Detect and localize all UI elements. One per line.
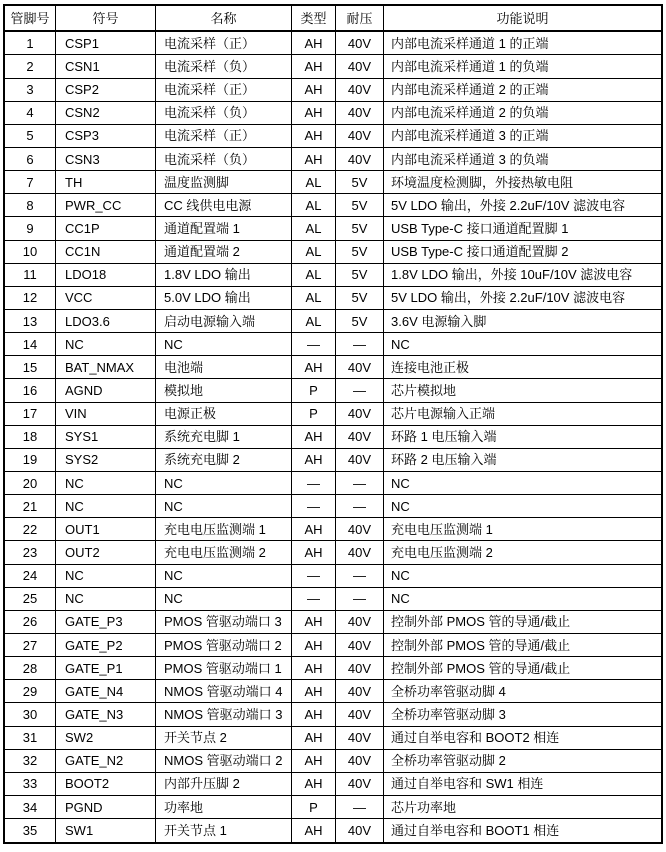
cell-name: 内部升压脚 2 bbox=[156, 772, 292, 795]
cell-function: 通过自举电容和 BOOT2 相连 bbox=[384, 726, 663, 749]
cell-function: 芯片模拟地 bbox=[384, 379, 663, 402]
cell-symbol: NC bbox=[56, 587, 156, 610]
cell-symbol: NC bbox=[56, 495, 156, 518]
header-voltage: 耐压 bbox=[336, 5, 384, 31]
table-row bbox=[4, 356, 662, 379]
cell-pin-number: 14 bbox=[4, 333, 56, 356]
cell-name: PMOS 管驱动端口 3 bbox=[156, 610, 292, 633]
cell-pin-number: 29 bbox=[4, 680, 56, 703]
cell-name: NC bbox=[156, 472, 292, 495]
table-row bbox=[4, 124, 662, 147]
cell-function: 环境温度检测脚，外接热敏电阻 bbox=[384, 171, 663, 194]
table-row bbox=[4, 819, 662, 843]
cell-function: 5V LDO 输出，外接 2.2uF/10V 滤波电容 bbox=[384, 286, 663, 309]
cell-name: 电流采样（负） bbox=[156, 55, 292, 78]
cell-function: 连接电池正极 bbox=[384, 356, 663, 379]
table-row bbox=[4, 703, 662, 726]
cell-name: 5.0V LDO 输出 bbox=[156, 286, 292, 309]
cell-symbol: GATE_P1 bbox=[56, 657, 156, 680]
cell-voltage: 40V bbox=[336, 356, 384, 379]
cell-pin-number: 26 bbox=[4, 610, 56, 633]
cell-type: AH bbox=[292, 772, 336, 795]
cell-symbol: CC1P bbox=[56, 217, 156, 240]
cell-voltage: — bbox=[336, 333, 384, 356]
table-row bbox=[4, 171, 662, 194]
cell-pin-number: 30 bbox=[4, 703, 56, 726]
cell-symbol: VCC bbox=[56, 286, 156, 309]
cell-function: 内部电流采样通道 2 的负端 bbox=[384, 101, 663, 124]
cell-pin-number: 27 bbox=[4, 633, 56, 656]
cell-voltage: — bbox=[336, 472, 384, 495]
cell-type: AH bbox=[292, 55, 336, 78]
cell-pin-number: 9 bbox=[4, 217, 56, 240]
cell-name: 模拟地 bbox=[156, 379, 292, 402]
cell-name: NC bbox=[156, 495, 292, 518]
cell-type: AH bbox=[292, 518, 336, 541]
cell-voltage: 40V bbox=[336, 124, 384, 147]
table-row bbox=[4, 263, 662, 286]
cell-function: 全桥功率管驱动脚 2 bbox=[384, 749, 663, 772]
cell-voltage: 40V bbox=[336, 680, 384, 703]
table-row bbox=[4, 217, 662, 240]
cell-name: 通道配置端 2 bbox=[156, 240, 292, 263]
cell-name: 系统充电脚 1 bbox=[156, 425, 292, 448]
pin-table-head bbox=[4, 5, 662, 31]
table-row bbox=[4, 240, 662, 263]
cell-voltage: 40V bbox=[336, 402, 384, 425]
cell-function: 全桥功率管驱动脚 3 bbox=[384, 703, 663, 726]
cell-function: 3.6V 电源输入脚 bbox=[384, 310, 663, 333]
cell-symbol: CSN3 bbox=[56, 148, 156, 171]
cell-function: 全桥功率管驱动脚 4 bbox=[384, 680, 663, 703]
cell-function: 内部电流采样通道 3 的正端 bbox=[384, 124, 663, 147]
cell-symbol: GATE_P3 bbox=[56, 610, 156, 633]
cell-pin-number: 1 bbox=[4, 31, 56, 55]
cell-function: NC bbox=[384, 564, 663, 587]
table-row bbox=[4, 333, 662, 356]
table-row bbox=[4, 379, 662, 402]
cell-name: 电流采样（正） bbox=[156, 78, 292, 101]
cell-pin-number: 18 bbox=[4, 425, 56, 448]
cell-voltage: — bbox=[336, 495, 384, 518]
cell-type: P bbox=[292, 795, 336, 818]
cell-pin-number: 7 bbox=[4, 171, 56, 194]
cell-pin-number: 3 bbox=[4, 78, 56, 101]
cell-symbol: TH bbox=[56, 171, 156, 194]
table-row bbox=[4, 194, 662, 217]
cell-type: AH bbox=[292, 148, 336, 171]
cell-function: 控制外部 PMOS 管的导通/截止 bbox=[384, 610, 663, 633]
cell-name: 电池端 bbox=[156, 356, 292, 379]
cell-function: 内部电流采样通道 3 的负端 bbox=[384, 148, 663, 171]
cell-pin-number: 34 bbox=[4, 795, 56, 818]
cell-voltage: — bbox=[336, 564, 384, 587]
table-row bbox=[4, 680, 662, 703]
cell-pin-number: 12 bbox=[4, 286, 56, 309]
cell-name: NC bbox=[156, 587, 292, 610]
cell-voltage: 40V bbox=[336, 657, 384, 680]
cell-voltage: 40V bbox=[336, 610, 384, 633]
cell-function: 内部电流采样通道 1 的负端 bbox=[384, 55, 663, 78]
cell-pin-number: 35 bbox=[4, 819, 56, 843]
cell-voltage: 5V bbox=[336, 217, 384, 240]
cell-voltage: 5V bbox=[336, 286, 384, 309]
cell-type: AH bbox=[292, 124, 336, 147]
cell-function: 1.8V LDO 输出，外接 10uF/10V 滤波电容 bbox=[384, 263, 663, 286]
cell-voltage: 40V bbox=[336, 749, 384, 772]
cell-symbol: NC bbox=[56, 333, 156, 356]
cell-name: 电源正极 bbox=[156, 402, 292, 425]
cell-pin-number: 11 bbox=[4, 263, 56, 286]
cell-voltage: 40V bbox=[336, 101, 384, 124]
cell-type: AH bbox=[292, 448, 336, 471]
cell-pin-number: 31 bbox=[4, 726, 56, 749]
cell-type: AH bbox=[292, 610, 336, 633]
cell-voltage: 40V bbox=[336, 448, 384, 471]
cell-function: 5V LDO 输出，外接 2.2uF/10V 滤波电容 bbox=[384, 194, 663, 217]
cell-voltage: 40V bbox=[336, 78, 384, 101]
cell-type: AH bbox=[292, 680, 336, 703]
cell-pin-number: 17 bbox=[4, 402, 56, 425]
header-pin-number: 管脚号 bbox=[4, 5, 56, 31]
cell-type: AH bbox=[292, 541, 336, 564]
cell-name: 通道配置端 1 bbox=[156, 217, 292, 240]
cell-symbol: GATE_P2 bbox=[56, 633, 156, 656]
cell-type: AH bbox=[292, 78, 336, 101]
table-row bbox=[4, 448, 662, 471]
cell-voltage: — bbox=[336, 795, 384, 818]
cell-voltage: 40V bbox=[336, 633, 384, 656]
table-row bbox=[4, 749, 662, 772]
cell-type: — bbox=[292, 564, 336, 587]
pin-description-table bbox=[3, 4, 663, 844]
header-name: 名称 bbox=[156, 5, 292, 31]
pin-table-header-row bbox=[4, 5, 662, 31]
cell-name: 开关节点 1 bbox=[156, 819, 292, 843]
cell-type: P bbox=[292, 379, 336, 402]
cell-pin-number: 23 bbox=[4, 541, 56, 564]
table-row bbox=[4, 495, 662, 518]
pin-table-body bbox=[4, 31, 662, 843]
cell-symbol: CSN2 bbox=[56, 101, 156, 124]
cell-symbol: CSP3 bbox=[56, 124, 156, 147]
header-function: 功能说明 bbox=[384, 5, 663, 31]
cell-symbol: SYS1 bbox=[56, 425, 156, 448]
cell-name: 温度监测脚 bbox=[156, 171, 292, 194]
cell-function: 通过自举电容和 SW1 相连 bbox=[384, 772, 663, 795]
header-type: 类型 bbox=[292, 5, 336, 31]
cell-type: AL bbox=[292, 263, 336, 286]
table-row bbox=[4, 587, 662, 610]
cell-name: NC bbox=[156, 564, 292, 587]
cell-pin-number: 10 bbox=[4, 240, 56, 263]
header-symbol: 符号 bbox=[56, 5, 156, 31]
cell-name: 电流采样（负） bbox=[156, 148, 292, 171]
cell-voltage: 40V bbox=[336, 55, 384, 78]
cell-symbol: SW2 bbox=[56, 726, 156, 749]
cell-pin-number: 33 bbox=[4, 772, 56, 795]
table-row bbox=[4, 541, 662, 564]
cell-type: — bbox=[292, 333, 336, 356]
cell-function: 环路 2 电压输入端 bbox=[384, 448, 663, 471]
cell-name: NMOS 管驱动端口 3 bbox=[156, 703, 292, 726]
table-row bbox=[4, 101, 662, 124]
cell-voltage: 40V bbox=[336, 541, 384, 564]
cell-pin-number: 24 bbox=[4, 564, 56, 587]
table-row bbox=[4, 657, 662, 680]
cell-symbol: PWR_CC bbox=[56, 194, 156, 217]
cell-voltage: 40V bbox=[336, 819, 384, 843]
cell-name: 功率地 bbox=[156, 795, 292, 818]
cell-function: 通过自举电容和 BOOT1 相连 bbox=[384, 819, 663, 843]
cell-symbol: CSN1 bbox=[56, 55, 156, 78]
cell-type: AH bbox=[292, 819, 336, 843]
cell-symbol: CSP1 bbox=[56, 31, 156, 55]
cell-type: AH bbox=[292, 726, 336, 749]
cell-name: NC bbox=[156, 333, 292, 356]
cell-name: PMOS 管驱动端口 2 bbox=[156, 633, 292, 656]
cell-name: 开关节点 2 bbox=[156, 726, 292, 749]
cell-function: NC bbox=[384, 587, 663, 610]
cell-pin-number: 5 bbox=[4, 124, 56, 147]
cell-symbol: SW1 bbox=[56, 819, 156, 843]
cell-type: — bbox=[292, 472, 336, 495]
cell-voltage: — bbox=[336, 587, 384, 610]
cell-symbol: GATE_N2 bbox=[56, 749, 156, 772]
cell-pin-number: 21 bbox=[4, 495, 56, 518]
cell-voltage: 40V bbox=[336, 31, 384, 55]
cell-type: AH bbox=[292, 31, 336, 55]
cell-voltage: 40V bbox=[336, 148, 384, 171]
cell-function: NC bbox=[384, 472, 663, 495]
cell-symbol: CSP2 bbox=[56, 78, 156, 101]
cell-name: NMOS 管驱动端口 2 bbox=[156, 749, 292, 772]
cell-name: 系统充电脚 2 bbox=[156, 448, 292, 471]
cell-name: CC 线供电电源 bbox=[156, 194, 292, 217]
cell-name: PMOS 管驱动端口 1 bbox=[156, 657, 292, 680]
cell-voltage: 40V bbox=[336, 518, 384, 541]
cell-function: 控制外部 PMOS 管的导通/截止 bbox=[384, 657, 663, 680]
cell-pin-number: 20 bbox=[4, 472, 56, 495]
cell-pin-number: 19 bbox=[4, 448, 56, 471]
cell-type: AH bbox=[292, 356, 336, 379]
cell-function: 环路 1 电压输入端 bbox=[384, 425, 663, 448]
cell-type: — bbox=[292, 587, 336, 610]
cell-function: USB Type-C 接口通道配置脚 2 bbox=[384, 240, 663, 263]
cell-voltage: 40V bbox=[336, 772, 384, 795]
cell-pin-number: 28 bbox=[4, 657, 56, 680]
cell-type: AH bbox=[292, 633, 336, 656]
cell-voltage: 40V bbox=[336, 703, 384, 726]
table-row bbox=[4, 55, 662, 78]
cell-symbol: GATE_N3 bbox=[56, 703, 156, 726]
table-row bbox=[4, 31, 662, 55]
cell-function: 芯片电源输入正端 bbox=[384, 402, 663, 425]
cell-pin-number: 25 bbox=[4, 587, 56, 610]
cell-symbol: VIN bbox=[56, 402, 156, 425]
cell-symbol: NC bbox=[56, 564, 156, 587]
cell-function: USB Type-C 接口通道配置脚 1 bbox=[384, 217, 663, 240]
table-row bbox=[4, 148, 662, 171]
table-row bbox=[4, 472, 662, 495]
cell-symbol: LDO18 bbox=[56, 263, 156, 286]
cell-function: 内部电流采样通道 1 的正端 bbox=[384, 31, 663, 55]
cell-pin-number: 22 bbox=[4, 518, 56, 541]
cell-pin-number: 2 bbox=[4, 55, 56, 78]
cell-symbol: OUT2 bbox=[56, 541, 156, 564]
table-row bbox=[4, 286, 662, 309]
cell-type: AL bbox=[292, 171, 336, 194]
cell-name: 电流采样（正） bbox=[156, 124, 292, 147]
cell-symbol: CC1N bbox=[56, 240, 156, 263]
cell-voltage: 5V bbox=[336, 194, 384, 217]
cell-type: — bbox=[292, 495, 336, 518]
cell-type: AL bbox=[292, 194, 336, 217]
cell-type: AH bbox=[292, 425, 336, 448]
table-row bbox=[4, 518, 662, 541]
cell-symbol: LDO3.6 bbox=[56, 310, 156, 333]
cell-symbol: BAT_NMAX bbox=[56, 356, 156, 379]
cell-voltage: 40V bbox=[336, 726, 384, 749]
cell-type: AL bbox=[292, 310, 336, 333]
cell-type: AH bbox=[292, 101, 336, 124]
cell-function: 内部电流采样通道 2 的正端 bbox=[384, 78, 663, 101]
cell-name: NMOS 管驱动端口 4 bbox=[156, 680, 292, 703]
cell-symbol: NC bbox=[56, 472, 156, 495]
cell-type: AL bbox=[292, 286, 336, 309]
cell-symbol: SYS2 bbox=[56, 448, 156, 471]
table-row bbox=[4, 633, 662, 656]
table-row bbox=[4, 310, 662, 333]
cell-voltage: 40V bbox=[336, 425, 384, 448]
table-row bbox=[4, 726, 662, 749]
cell-pin-number: 32 bbox=[4, 749, 56, 772]
cell-function: 充电电压监测端 1 bbox=[384, 518, 663, 541]
table-row bbox=[4, 402, 662, 425]
cell-voltage: 5V bbox=[336, 310, 384, 333]
cell-type: AL bbox=[292, 217, 336, 240]
cell-voltage: — bbox=[336, 379, 384, 402]
cell-type: P bbox=[292, 402, 336, 425]
cell-name: 启动电源输入端 bbox=[156, 310, 292, 333]
table-row bbox=[4, 425, 662, 448]
cell-name: 充电电压监测端 1 bbox=[156, 518, 292, 541]
cell-symbol: BOOT2 bbox=[56, 772, 156, 795]
cell-type: AH bbox=[292, 703, 336, 726]
table-row bbox=[4, 564, 662, 587]
cell-function: NC bbox=[384, 495, 663, 518]
cell-symbol: PGND bbox=[56, 795, 156, 818]
cell-voltage: 5V bbox=[336, 171, 384, 194]
cell-voltage: 5V bbox=[336, 240, 384, 263]
table-row bbox=[4, 772, 662, 795]
table-row bbox=[4, 610, 662, 633]
cell-symbol: AGND bbox=[56, 379, 156, 402]
cell-pin-number: 15 bbox=[4, 356, 56, 379]
cell-function: 充电电压监测端 2 bbox=[384, 541, 663, 564]
cell-function: 控制外部 PMOS 管的导通/截止 bbox=[384, 633, 663, 656]
cell-symbol: GATE_N4 bbox=[56, 680, 156, 703]
cell-pin-number: 6 bbox=[4, 148, 56, 171]
cell-name: 电流采样（正） bbox=[156, 31, 292, 55]
cell-name: 充电电压监测端 2 bbox=[156, 541, 292, 564]
cell-function: NC bbox=[384, 333, 663, 356]
cell-pin-number: 8 bbox=[4, 194, 56, 217]
table-row bbox=[4, 78, 662, 101]
cell-voltage: 5V bbox=[336, 263, 384, 286]
table-row bbox=[4, 795, 662, 818]
cell-symbol: OUT1 bbox=[56, 518, 156, 541]
cell-pin-number: 16 bbox=[4, 379, 56, 402]
cell-type: AH bbox=[292, 657, 336, 680]
cell-name: 1.8V LDO 输出 bbox=[156, 263, 292, 286]
cell-type: AL bbox=[292, 240, 336, 263]
cell-name: 电流采样（负） bbox=[156, 101, 292, 124]
cell-pin-number: 13 bbox=[4, 310, 56, 333]
cell-function: 芯片功率地 bbox=[384, 795, 663, 818]
cell-type: AH bbox=[292, 749, 336, 772]
cell-pin-number: 4 bbox=[4, 101, 56, 124]
